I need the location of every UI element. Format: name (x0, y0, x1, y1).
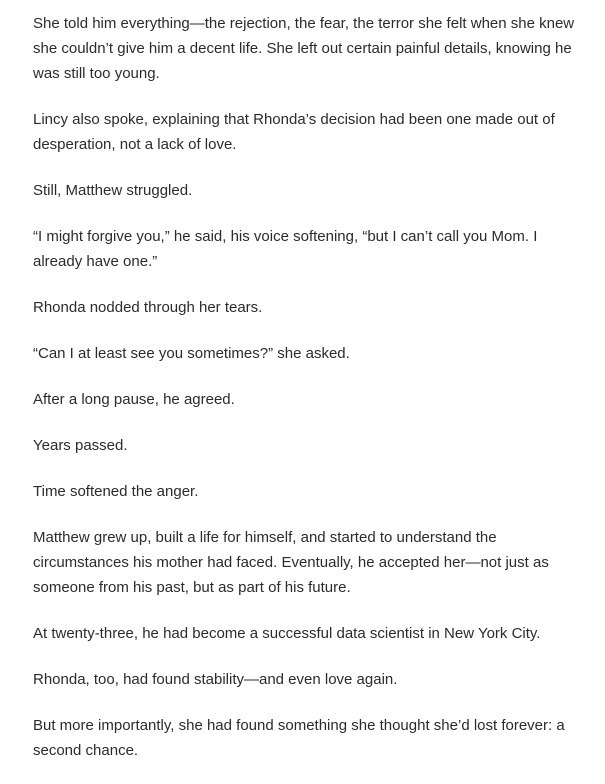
paragraph: Time softened the anger. (33, 483, 199, 500)
paragraph: Matthew grew up, built a life for himself, and started to understand the circumstances his mother had faced. Eventually, he accepted her—not just as someone from his past, but as part of his future. (33, 529, 549, 596)
paragraph: Lincy also spoke, explaining that Rhonda’s decision had been one made out of desperation, not a lack of love. (33, 111, 555, 153)
paragraph: “I might forgive you,” he said, his voice softening, “but I can’t call you Mom. I already have one.” (33, 228, 538, 270)
paragraph: But more importantly, she had found something she thought she’d lost forever: a second chance. (33, 717, 565, 759)
paragraph: At twenty-three, he had become a successful data scientist in New York City. (33, 625, 541, 642)
paragraph: Rhonda nodded through her tears. (33, 299, 263, 316)
paragraph: She told him everything—the rejection, the fear, the terror she felt when she knew she couldn’t give him a decent life. She left out certain painful details, knowing he was still too young. (33, 15, 575, 82)
article-body (33, 11, 581, 784)
paragraph: Still, Matthew struggled. (33, 182, 193, 199)
paragraph: “Can I at least see you sometimes?” she asked. (33, 345, 350, 362)
paragraph: After a long pause, he agreed. (33, 391, 235, 408)
paragraph: Years passed. (33, 437, 128, 454)
paragraph: Rhonda, too, had found stability—and even love again. (33, 671, 398, 688)
